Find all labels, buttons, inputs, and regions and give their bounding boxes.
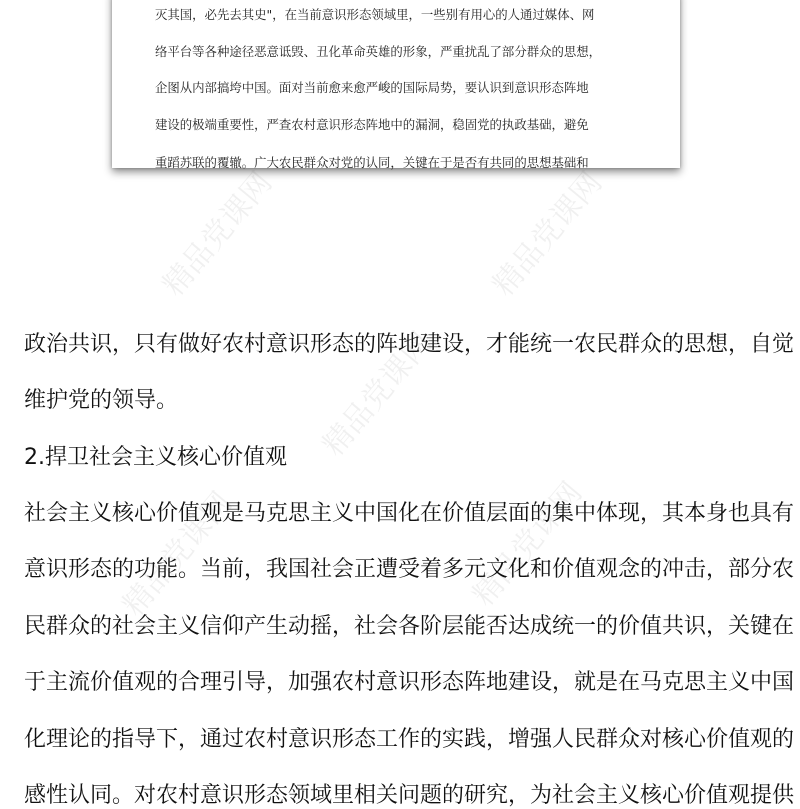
watermark: 精品党课网 [156,165,280,303]
body-text-line: 于主流价值观的合理引导，加强农村意识形态阵地建设，就是在马克思主义中国 [24,670,795,695]
body-text-line: 民群众的社会主义信仰产生动摇，社会各阶层能否达成统一的价值共识，关键在 [24,614,795,639]
section-heading: 2.捍卫社会主义核心价值观 [24,445,287,470]
card-text-line: 灭其国，必先去其史"，在当前意识形态领域里，一些别有用心的人通过媒体、网 [155,7,595,22]
body-text-line: 社会主义核心价值观是马克思主义中国化在价值层面的集中体现，其本身也具有 [24,501,795,526]
body-text-line: 化理论的指导下，通过农村意识形态工作的实践，增强人民群众对核心价值观的 [24,727,795,752]
body-text-line: 政治共识，只有做好农村意识形态的阵地建设，才能统一农民群众的思想，自觉 [24,332,795,357]
watermark: 精品党课网 [116,485,240,623]
watermark: 精品党课网 [316,325,440,463]
body-text-line: 维护党的领导。 [24,388,179,413]
card-text-line: 建设的极端重要性，严查农村意识形态阵地中的漏洞，稳固党的执政基础，避免 [155,117,589,132]
page-preview-card [112,0,680,168]
watermark: 精品党课网 [466,475,590,613]
body-text-line: 感性认同。对农村意识形态领域里相关问题的研究，为社会主义核心价值观提供 [24,783,795,808]
card-text-line: 络平台等各种途径恶意诋毁、丑化革命英雄的形象，严重扰乱了部分群众的思想， [155,44,602,59]
body-text-line: 意识形态的功能。当前，我国社会正遭受着多元文化和价值观念的冲击，部分农 [24,557,795,582]
card-text-line: 企图从内部搞垮中国。面对当前愈来愈严峻的国际局势，要认识到意识形态阵地 [155,80,589,95]
watermark: 精品党课网 [486,165,610,303]
card-text-line: 重蹈苏联的覆辙。广大农民群众对党的认同，关键在于是否有共同的思想基础和 [155,155,589,170]
